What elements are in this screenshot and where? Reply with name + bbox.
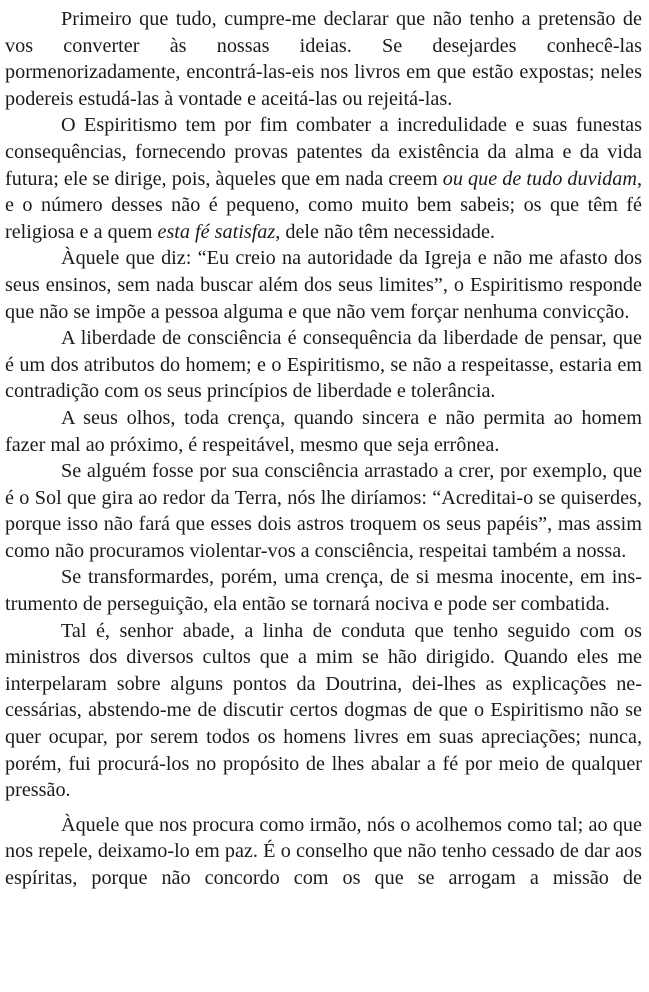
paragraph [5, 112, 642, 245]
paragraph-text: Tal é, senhor abade, a linha de conduta que tenho seguido com os ministros dos diversos cultos que a mim se hão dirigido. Quando eles me interpelaram sobre alguns pontos da Doutrina, dei-lhes as explicações necessárias, abstendo-me de discutir certos dogmas de que o Espiritismo não se quer ocupar, por serem todos os homens livres em suas apreciações; nunca, porém, fui procurá-los no propósito de lhes abalar a fé por meio de qualquer pressão. [5, 619, 642, 802]
paragraph-text: Se alguém fosse por sua consciência arrastado a crer, por exemplo, que é o Sol que gira ao redor da Terra, nós lhe diríamos: “Acreditai-o se quiserdes, porque isso não fará que esses dois astros troquem os seus papéis”, mas assim como não procuramos violentar-vos a consciência, respeitai também a nossa. [5, 460, 642, 562]
paragraph-text: A seus olhos, toda crença, quando sincera e não permita ao homem fazer mal ao próximo, é respeitável, mesmo que seja errônea. [5, 406, 642, 456]
paragraph-text: , dele não têm necessidade. [275, 220, 495, 243]
paragraph-text: Primeiro que tudo, cumpre-me declarar que não tenho a pretensão de vos converter às nossas ideias. Se desejardes conhecê-las pormenorizadamente, encontrá-las-eis nos livros em que estão expostas; neles podereis estudá-las à vontade e aceitá-las ou rejeitá-las. [5, 8, 642, 110]
paragraph [5, 245, 642, 325]
document-page [5, 6, 642, 892]
paragraph [5, 458, 642, 564]
paragraph [5, 6, 642, 112]
paragraph [5, 325, 642, 405]
italic-text: esta fé satisfaz [157, 220, 276, 243]
paragraph-text: Àquele que nos procura como irmão, nós o acolhemos como tal; ao que nos repele, deixamo-lo em paz. É o conselho que não tenho cessado de dar aos espíritas, porque não concordo com os que se arrogam a missão de [5, 813, 642, 889]
paragraph [5, 812, 642, 892]
paragraph-text: Se transformardes, porém, uma crença, de si mesma inocente, em instrumento de perseguição, ela então se tornará nociva e pode ser combatida. [5, 566, 642, 616]
paragraph-text: , e o número desses não é pequeno, como muito bem sabeis; os que têm fé religiosa e a quem [5, 167, 642, 243]
paragraph [5, 564, 642, 617]
paragraph-text: O Espiritismo tem por fim combater a incredulidade e suas funestas consequências, fornecendo provas patentes da existência da alma e da vida futura; ele se dirige, pois, àqueles que em nada creem [5, 114, 642, 190]
paragraph-text: A liberdade de consciência é consequência da liberdade de pensar, que é um dos atributos do homem; e o Espiritismo, se não a respeitasse, estaria em contradição com os seus princípios de liberdade e tolerância. [5, 327, 642, 403]
paragraph [5, 618, 642, 804]
section-gap [5, 804, 642, 812]
paragraph [5, 405, 642, 458]
italic-text: ou que de tudo duvidam [442, 167, 637, 190]
paragraph-text: Àquele que diz: “Eu creio na autoridade da Igreja e não me afasto dos seus ensinos, sem nada buscar além dos seus limites”, o Espiritismo responde que não se impõe a pessoa alguma e que não vem forçar nenhuma convicção. [5, 247, 642, 323]
